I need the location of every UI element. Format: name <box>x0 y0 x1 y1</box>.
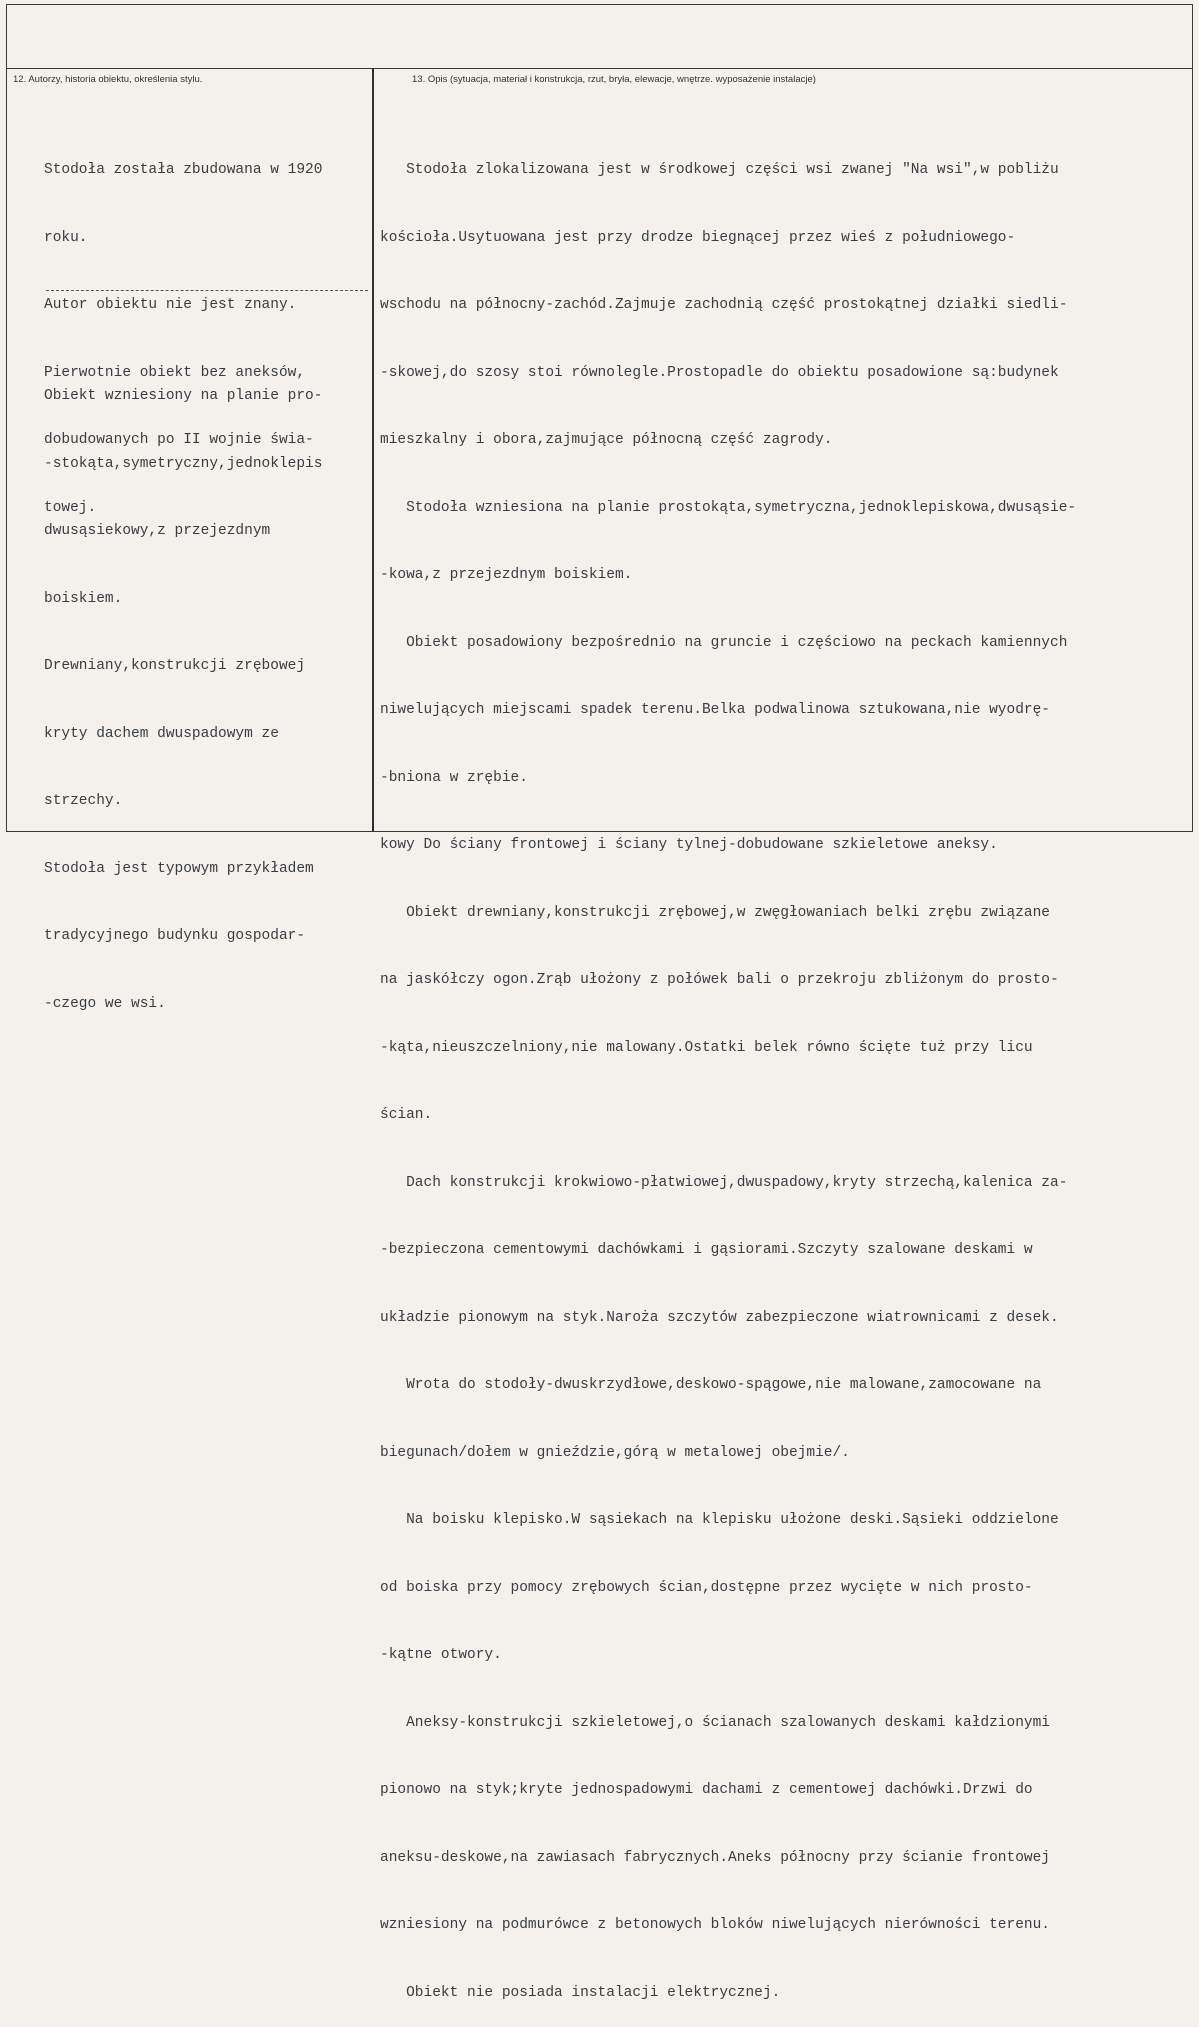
dashed-separator <box>46 290 368 291</box>
text-line: niwelujących miejscami spadek terenu.Belka podwalinowa sztukowana,nie wyodrę- <box>380 702 1051 718</box>
section-12-header: 12. Autorzy, historia obiektu, określenia stylu. <box>13 74 203 85</box>
text-line: Na boisku klepisko.W sąsiekach na klepisku ułożone deski.Sąsieki oddzielone <box>380 1512 1059 1528</box>
text-line: Stodoła zlokalizowana jest w środkowej części wsi zwanej "Na wsi",w pobliżu <box>380 162 1059 178</box>
text-line: Obiekt drewniany,konstrukcji zrębowej,w zwęgłowaniach belki zrębu związane <box>380 904 1051 921</box>
text-line: układzie pionowym na styk.Naroża szczytów zabezpieczone wiatrownicami z desek. <box>380 1309 1059 1326</box>
text-line: strzechy. <box>44 793 123 809</box>
text-line: kryty dachem dwuspadowym ze <box>44 725 279 742</box>
text-line: kościoła.Usytuowana jest przy drodze biegnącej przez wieś z południowego- <box>380 229 1016 246</box>
text-line: dobudowanych po II wojnie świa- <box>44 432 314 448</box>
left-block-style <box>44 340 322 1060</box>
text-line: Obiekt nie posiada instalacji elektrycznej. <box>380 1984 781 2001</box>
text-line: -stokąta,symetryczny,jednoklepis <box>44 455 323 472</box>
text-line: -kowa,z przejezdnym boiskiem. <box>380 567 633 583</box>
text-line: biegunach/dołem w gnieździe,górą w metalowej obejmie/. <box>380 1444 850 1461</box>
text-line: aneksu-deskowe,na zawiasach fabrycznych.Aneks północny przy ścianie frontowej <box>380 1849 1051 1866</box>
text-line: Dach konstrukcji krokwiowo-płatwiowej,dwuspadowy,kryty strzechą,kalenica za- <box>380 1174 1068 1191</box>
text-line: -kątne otwory. <box>380 1647 502 1663</box>
text-line: Aneksy-konstrukcji szkieletowej,o ścianach szalowanych deskami kałdzionymi <box>380 1714 1051 1731</box>
text-line: tradycyjnego budynku gospodar- <box>44 928 306 944</box>
text-line: -bezpieczona cementowymi dachówkami i gąsiorami.Szczyty szalowane deskami w <box>380 1242 1033 1258</box>
text-line: Wrota do stodoły-dwuskrzydłowe,deskowo-spągowe,nie malowane,zamocowane na <box>380 1377 1042 1393</box>
text-line: Autor obiektu nie jest znany. <box>44 297 297 313</box>
text-line: Obiekt posadowiony bezpośrednio na gruncie i częściowo na peckach kamiennych <box>380 634 1068 651</box>
header-rule <box>6 68 1193 69</box>
text-line: ścian. <box>380 1107 433 1123</box>
section-13-header: 13. Opis (sytuacja, materiał i konstrukcja, rzut, bryła, elewacje, wnętrze. wyposażenie instalacje) <box>412 74 816 85</box>
text-line: wschodu na północny-zachód.Zajmuje zachodnią część prostokątnej działki siedli- <box>380 297 1068 313</box>
text-line: roku. <box>44 229 88 246</box>
text-line: wzniesiony na podmurówce z betonowych bloków niwelujących nierówności terenu. <box>380 1917 1051 1933</box>
text-line: Obiekt wzniesiony na planie pro- <box>44 388 323 404</box>
text-line: pionowo na styk;kryte jednospadowymi dachami z cementowej dachówki.Drzwi do <box>380 1782 1033 1798</box>
text-line: Stodoła wzniesiona na planie prostokąta,symetryczna,jednoklepiskowa,dwusąsie- <box>380 499 1077 516</box>
text-line: -kąta,nieuszczelniony,nie malowany.Ostatki belek równo ścięte tuż przy licu <box>380 1039 1033 1056</box>
text-line: mieszkalny i obora,zajmujące północną część zagrody. <box>380 432 833 448</box>
right-column-description <box>380 114 1076 2027</box>
left-column <box>0 100 370 1012</box>
text-line: Drewniany,konstrukcji zrębowej <box>44 658 306 674</box>
text-line: boiskiem. <box>44 590 123 607</box>
column-divider <box>372 68 374 832</box>
text-line: Pierwotnie obiekt bez aneksów, <box>44 364 306 381</box>
text-line: dwusąsiekowy,z przejezdnym <box>44 523 271 539</box>
text-line: -czego we wsi. <box>44 995 166 1012</box>
text-line: na jaskółczy ogon.Zrąb ułożony z połówek bali o przekroju zbliżonym do prosto- <box>380 972 1059 988</box>
text-line: od boiska przy pomocy zrębowych ścian,dostępne przez wycięte w nich prosto- <box>380 1579 1033 1596</box>
text-line: towej. <box>44 499 97 516</box>
text-line: -bniona w zrębie. <box>380 769 528 786</box>
text-line: kowy Do ściany frontowej i ściany tylnej-dobudowane szkieletowe aneksy. <box>380 837 998 853</box>
text-line: -skowej,do szosy stoi równolegle.Prostopadle do obiektu posadowione są:budynek <box>380 364 1059 381</box>
text-line: Stodoła została zbudowana w 1920 <box>44 162 323 178</box>
text-line: Stodoła jest typowym przykładem <box>44 860 314 877</box>
